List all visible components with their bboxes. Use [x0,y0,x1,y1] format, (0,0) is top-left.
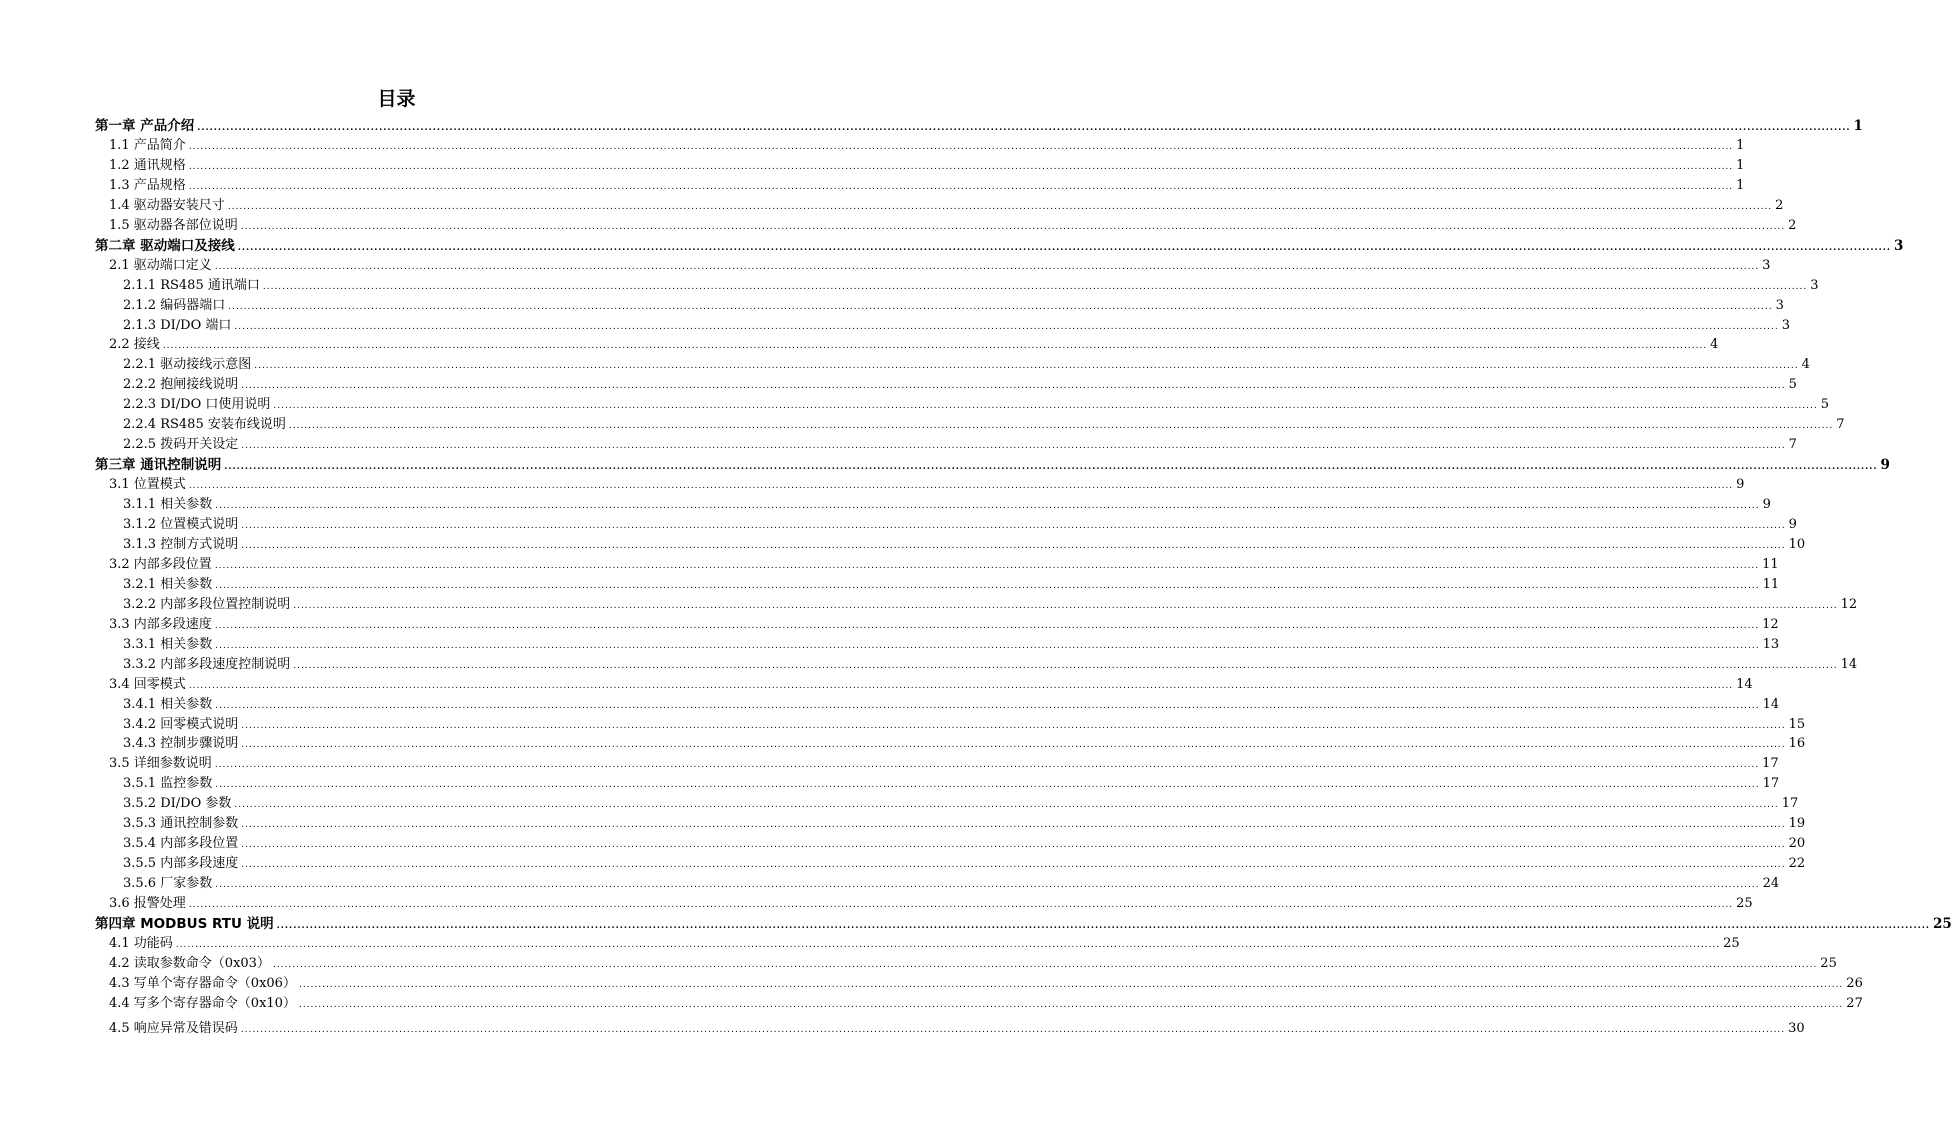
toc-page-number: 20 [1788,836,1806,852]
toc-entry-title: 3.2.2 内部多段位置控制说明 [123,596,291,612]
toc-page-number: 3 [1894,237,1904,254]
toc-entry-title: 3.5.1 监控参数 [123,776,213,792]
toc-section-entry[interactable] [109,994,1863,1014]
toc-section-entry[interactable] [109,754,1779,774]
toc-entry-title: 2.1.1 RS485 通讯端口 [123,277,260,293]
toc-leader-dots: ................................................................................................................................................................................................................................................................................................................................................................................................................ [241,441,1786,452]
toc-leader-dots: ................................................................................................................................................................................................................................................................................................................................................................................................................ [276,921,1930,931]
toc-leader-dots: ................................................................................................................................................................................................................................................................................................................................................................................................................ [273,401,1818,412]
toc-page-number: 17 [1781,796,1799,812]
toc-section-entry[interactable] [109,475,1745,495]
toc-leader-dots: ................................................................................................................................................................................................................................................................................................................................................................................................................ [293,660,1838,671]
toc-page-number: 9 [1762,497,1771,513]
toc-page-number: 19 [1788,816,1806,832]
toc-section-entry[interactable] [123,854,1806,874]
toc-section-entry[interactable] [123,794,1799,814]
toc-leader-dots: ................................................................................................................................................................................................................................................................................................................................................................................................................ [241,521,1786,531]
toc-leader-dots: ................................................................................................................................................................................................................................................................................................................................................................................................................ [215,501,1760,512]
toc-page-number: 10 [1788,536,1806,552]
toc-page-number: 13 [1762,636,1780,652]
toc-page-number: 5 [1820,397,1829,413]
toc-entry-title: 3.1.1 相关参数 [123,497,213,513]
toc-leader-dots: ................................................................................................................................................................................................................................................................................................................................................................................................................ [215,640,1760,651]
toc-page-number: 3 [1762,257,1771,273]
toc-page-number: 2 [1788,217,1797,233]
toc-entry-title: 3.5 详细参数说明 [109,756,212,772]
toc-entry-title: 第一章 产品介绍 [95,118,195,134]
toc-entry-title: 2.2.1 驱动接线示意图 [123,357,252,373]
toc-page-number: 2 [1775,197,1784,213]
toc-section-entry[interactable] [123,575,1780,595]
toc-section-entry[interactable] [123,415,1845,435]
toc-entry-title: 4.3 写单个寄存器命令（0x06） [109,975,296,991]
toc-page-number: 16 [1788,736,1806,752]
toc-section-entry[interactable] [123,655,1858,675]
toc-entry-title: 1.4 驱动器安装尺寸 [109,197,225,213]
toc-page-number: 3 [1781,317,1790,333]
toc-entry-title: 2.1.3 DI/DO 端口 [123,317,232,333]
toc-section-entry[interactable] [123,435,1797,455]
toc-entry-title: 3.4 回零模式 [109,676,186,692]
toc-leader-dots: ................................................................................................................................................................................................................................................................................................................................................................................................................ [241,720,1786,731]
toc-page-number: 5 [1788,377,1797,393]
toc-section-entry[interactable] [123,296,1784,316]
toc-leader-dots: ................................................................................................................................................................................................................................................................................................................................................................................................................ [224,462,1878,473]
toc-leader-dots: ................................................................................................................................................................................................................................................................................................................................................................................................................ [298,979,1844,990]
toc-chapter-entry[interactable] [95,236,1904,256]
toc-leader-dots: ................................................................................................................................................................................................................................................................................................................................................................................................................ [240,221,1786,232]
toc-page-number: 14 [1736,676,1753,692]
toc-page-number: 1 [1853,118,1863,134]
toc-page-number: 1 [1736,157,1745,173]
toc-chapter-entry[interactable] [95,914,1952,934]
toc-leader-dots: ................................................................................................................................................................................................................................................................................................................................................................................................................ [234,321,1779,332]
toc-leader-dots: ................................................................................................................................................................................................................................................................................................................................................................................................................ [241,540,1786,551]
toc-section-entry[interactable] [109,176,1745,196]
toc-section-entry[interactable] [109,675,1753,695]
toc-page-number: 4 [1801,357,1810,373]
toc-entry-title: 2.2.4 RS485 安装布线说明 [123,417,286,433]
toc-section-entry[interactable] [123,814,1806,834]
toc-entry-title: 4.1 功能码 [109,935,173,951]
toc-entry-title: 3.1 位置模式 [109,477,186,493]
toc-page-number: 11 [1762,576,1780,592]
toc-page-number: 12 [1840,596,1858,612]
toc-leader-dots: ................................................................................................................................................................................................................................................................................................................................................................................................................ [188,161,1734,172]
toc-leader-dots: ................................................................................................................................................................................................................................................................................................................................................................................................................ [234,800,1779,811]
toc-leader-dots: ................................................................................................................................................................................................................................................................................................................................................................................................................ [237,242,1892,253]
toc-entry-title: 3.1.3 控制方式说明 [123,536,239,552]
toc-leader-dots: ................................................................................................................................................................................................................................................................................................................................................................................................................ [214,760,1760,771]
toc-page-number: 25 [1736,896,1753,912]
toc-section-entry[interactable] [123,595,1858,615]
toc-page-number: 7 [1836,417,1845,433]
toc-leader-dots: ................................................................................................................................................................................................................................................................................................................................................................................................................ [214,620,1760,631]
toc-entry-title: 2.1 驱动端口定义 [109,257,212,273]
toc-leader-dots: ................................................................................................................................................................................................................................................................................................................................................................................................................ [241,740,1786,751]
toc-page-number: 17 [1762,776,1780,792]
toc-section-entry[interactable] [123,535,1806,555]
toc-leader-dots: ................................................................................................................................................................................................................................................................................................................................................................................................................ [215,880,1760,891]
toc-leader-dots: ................................................................................................................................................................................................................................................................................................................................................................................................................ [240,1024,1786,1035]
toc-leader-dots: ................................................................................................................................................................................................................................................................................................................................................................................................................ [215,580,1760,591]
toc-section-entry[interactable] [123,316,1790,336]
toc-leader-dots: ................................................................................................................................................................................................................................................................................................................................................................................................................ [214,560,1760,571]
toc-leader-dots: ................................................................................................................................................................................................................................................................................................................................................................................................................ [254,361,1799,372]
toc-section-entry[interactable] [123,375,1797,395]
toc-page-number: 26 [1846,975,1863,991]
toc-page-number: 27 [1846,995,1863,1011]
toc-page-number: 15 [1788,716,1806,732]
toc-section-entry[interactable] [123,495,1771,515]
toc-page-number: 4 [1710,337,1719,353]
toc-leader-dots: ................................................................................................................................................................................................................................................................................................................................................................................................................ [228,301,1773,312]
toc-section-entry[interactable] [109,555,1779,575]
toc-entry-title: 4.4 写多个寄存器命令（0x10） [109,995,296,1011]
toc-page-number: 1 [1736,137,1745,153]
toc-entry-title: 1.5 驱动器各部位说明 [109,217,238,233]
toc-leader-dots: ................................................................................................................................................................................................................................................................................................................................................................................................................ [298,999,1844,1010]
toc-section-entry[interactable] [123,695,1780,715]
toc-section-entry[interactable] [123,515,1797,535]
toc-page-number: 14 [1840,656,1858,672]
toc-entry-title: 3.1.2 位置模式说明 [123,517,239,532]
toc-entry-title: 3.4.1 相关参数 [123,696,213,712]
toc-leader-dots: ................................................................................................................................................................................................................................................................................................................................................................................................................ [188,900,1734,911]
toc-entry-title: 2.2.2 抱闸接线说明 [123,377,239,393]
toc-section-entry[interactable] [123,715,1806,735]
toc-leader-dots: ................................................................................................................................................................................................................................................................................................................................................................................................................ [162,341,1708,352]
toc-page-number: 1 [1736,177,1745,193]
toc-section-entry[interactable] [123,635,1780,655]
toc-section-entry[interactable] [109,256,1771,276]
toc-entry-title: 3.3 内部多段速度 [109,616,212,632]
toc-section-entry[interactable] [123,355,1810,375]
toc-section-entry[interactable] [109,216,1797,236]
toc-section-entry[interactable] [109,974,1863,994]
toc-section-entry[interactable] [109,1019,1805,1039]
toc-page-number: 25 [1932,916,1952,932]
toc-entry-title: 3.3.2 内部多段速度控制说明 [123,656,291,672]
toc-entry-title: 3.5.3 通讯控制参数 [123,816,239,832]
toc-section-entry[interactable] [109,136,1745,156]
toc-chapter-entry[interactable] [95,116,1863,136]
toc-section-entry[interactable] [109,335,1719,355]
toc-entry-title: 2.1.2 编码器端口 [123,297,226,313]
toc-page-number: 24 [1762,876,1780,892]
toc-leader-dots: ................................................................................................................................................................................................................................................................................................................................................................................................................ [188,181,1734,192]
toc-section-entry[interactable] [123,734,1806,754]
toc-entry-title: 3.5.4 内部多段位置 [123,836,239,852]
toc-entry-title: 第四章 MODBUS RTU 说明 [95,916,274,932]
toc-leader-dots: ................................................................................................................................................................................................................................................................................................................................................................................................................ [188,680,1734,691]
toc-leader-dots: ................................................................................................................................................................................................................................................................................................................................................................................................................ [241,820,1786,831]
toc-page-number: 22 [1788,856,1806,872]
toc-entry-title: 4.5 响应异常及错误码 [109,1020,238,1036]
toc-section-entry[interactable] [123,874,1780,894]
toc-section-entry[interactable] [123,276,1819,296]
toc-leader-dots: ................................................................................................................................................................................................................................................................................................................................................................................................................ [241,860,1786,871]
toc-leader-dots: ................................................................................................................................................................................................................................................................................................................................................................................................................ [241,381,1786,392]
toc-leader-dots: ................................................................................................................................................................................................................................................................................................................................................................................................................ [293,600,1838,611]
toc-entry-title: 1.2 通讯规格 [109,157,186,173]
toc-page-number: 25 [1723,935,1740,951]
toc-entry-title: 3.6 报警处理 [109,896,186,912]
toc-entry-title: 3.5.2 DI/DO 参数 [123,796,232,812]
toc-entry-title: 3.2.1 相关参数 [123,576,213,592]
toc-page-number: 11 [1762,556,1779,572]
toc-entry-title: 3.5.5 内部多段速度 [123,856,239,872]
toc-leader-dots: ................................................................................................................................................................................................................................................................................................................................................................................................................ [215,700,1760,711]
toc-section-entry[interactable] [109,156,1745,176]
toc-section-entry[interactable] [109,954,1837,974]
toc-entry-title: 2.2.3 DI/DO 口使用说明 [123,397,271,413]
toc-leader-dots: ................................................................................................................................................................................................................................................................................................................................................................................................................ [175,939,1721,950]
toc-leader-dots: ................................................................................................................................................................................................................................................................................................................................................................................................................ [188,481,1734,492]
toc-section-entry[interactable] [109,934,1740,954]
toc-page-number: 14 [1762,696,1780,712]
toc-page-number: 9 [1880,457,1890,474]
toc-section-entry[interactable] [109,894,1753,914]
toc-page-number: 17 [1762,756,1779,772]
toc-section-entry[interactable] [123,834,1806,854]
toc-entry-title: 3.5.6 厂家参数 [123,876,213,892]
toc-page-number: 3 [1775,297,1784,313]
toc-page-number: 9 [1736,477,1745,493]
toc-page-number: 25 [1820,955,1837,971]
toc-section-entry[interactable] [109,615,1779,635]
toc-page-number: 3 [1810,277,1819,293]
toc-leader-dots: ................................................................................................................................................................................................................................................................................................................................................................................................................ [227,201,1773,212]
toc-page-number: 9 [1788,517,1797,532]
toc-leader-dots: ................................................................................................................................................................................................................................................................................................................................................................................................................ [197,123,1851,133]
toc-section-entry[interactable] [109,196,1784,216]
toc-entry-title: 第二章 驱动端口及接线 [95,237,235,254]
toc-title: 目录 [377,88,416,110]
toc-entry-title: 3.4.2 回零模式说明 [123,716,239,732]
toc-entry-title: 4.2 读取参数命令（0x03） [109,955,270,971]
toc-leader-dots: ................................................................................................................................................................................................................................................................................................................................................................................................................ [262,281,1808,292]
toc-entry-title: 1.3 产品规格 [109,177,186,193]
toc-entry-title: 1.1 产品简介 [109,137,186,153]
toc-entry-title: 3.3.1 相关参数 [123,636,213,652]
toc-section-entry[interactable] [123,774,1780,794]
toc-leader-dots: ................................................................................................................................................................................................................................................................................................................................................................................................................ [241,840,1786,851]
toc-leader-dots: ................................................................................................................................................................................................................................................................................................................................................................................................................ [272,959,1818,970]
toc-entry-title: 2.2 接线 [109,337,160,353]
toc-leader-dots: ................................................................................................................................................................................................................................................................................................................................................................................................................ [214,261,1760,272]
toc-leader-dots: ................................................................................................................................................................................................................................................................................................................................................................................................................ [215,780,1760,791]
toc-entry-title: 3.4.3 控制步骤说明 [123,736,239,752]
toc-section-entry[interactable] [123,395,1829,415]
toc-leader-dots: ................................................................................................................................................................................................................................................................................................................................................................................................................ [188,141,1734,152]
toc-entry-title: 第三章 通讯控制说明 [95,457,222,474]
toc-chapter-entry[interactable] [95,455,1890,475]
toc-page-number: 7 [1788,437,1797,453]
toc-leader-dots: ................................................................................................................................................................................................................................................................................................................................................................................................................ [288,421,1834,432]
toc-entry-title: 3.2 内部多段位置 [109,556,212,572]
toc-page-number: 12 [1762,616,1779,632]
toc-entry-title: 2.2.5 拨码开关设定 [123,437,239,453]
toc-page-number: 30 [1788,1020,1805,1036]
